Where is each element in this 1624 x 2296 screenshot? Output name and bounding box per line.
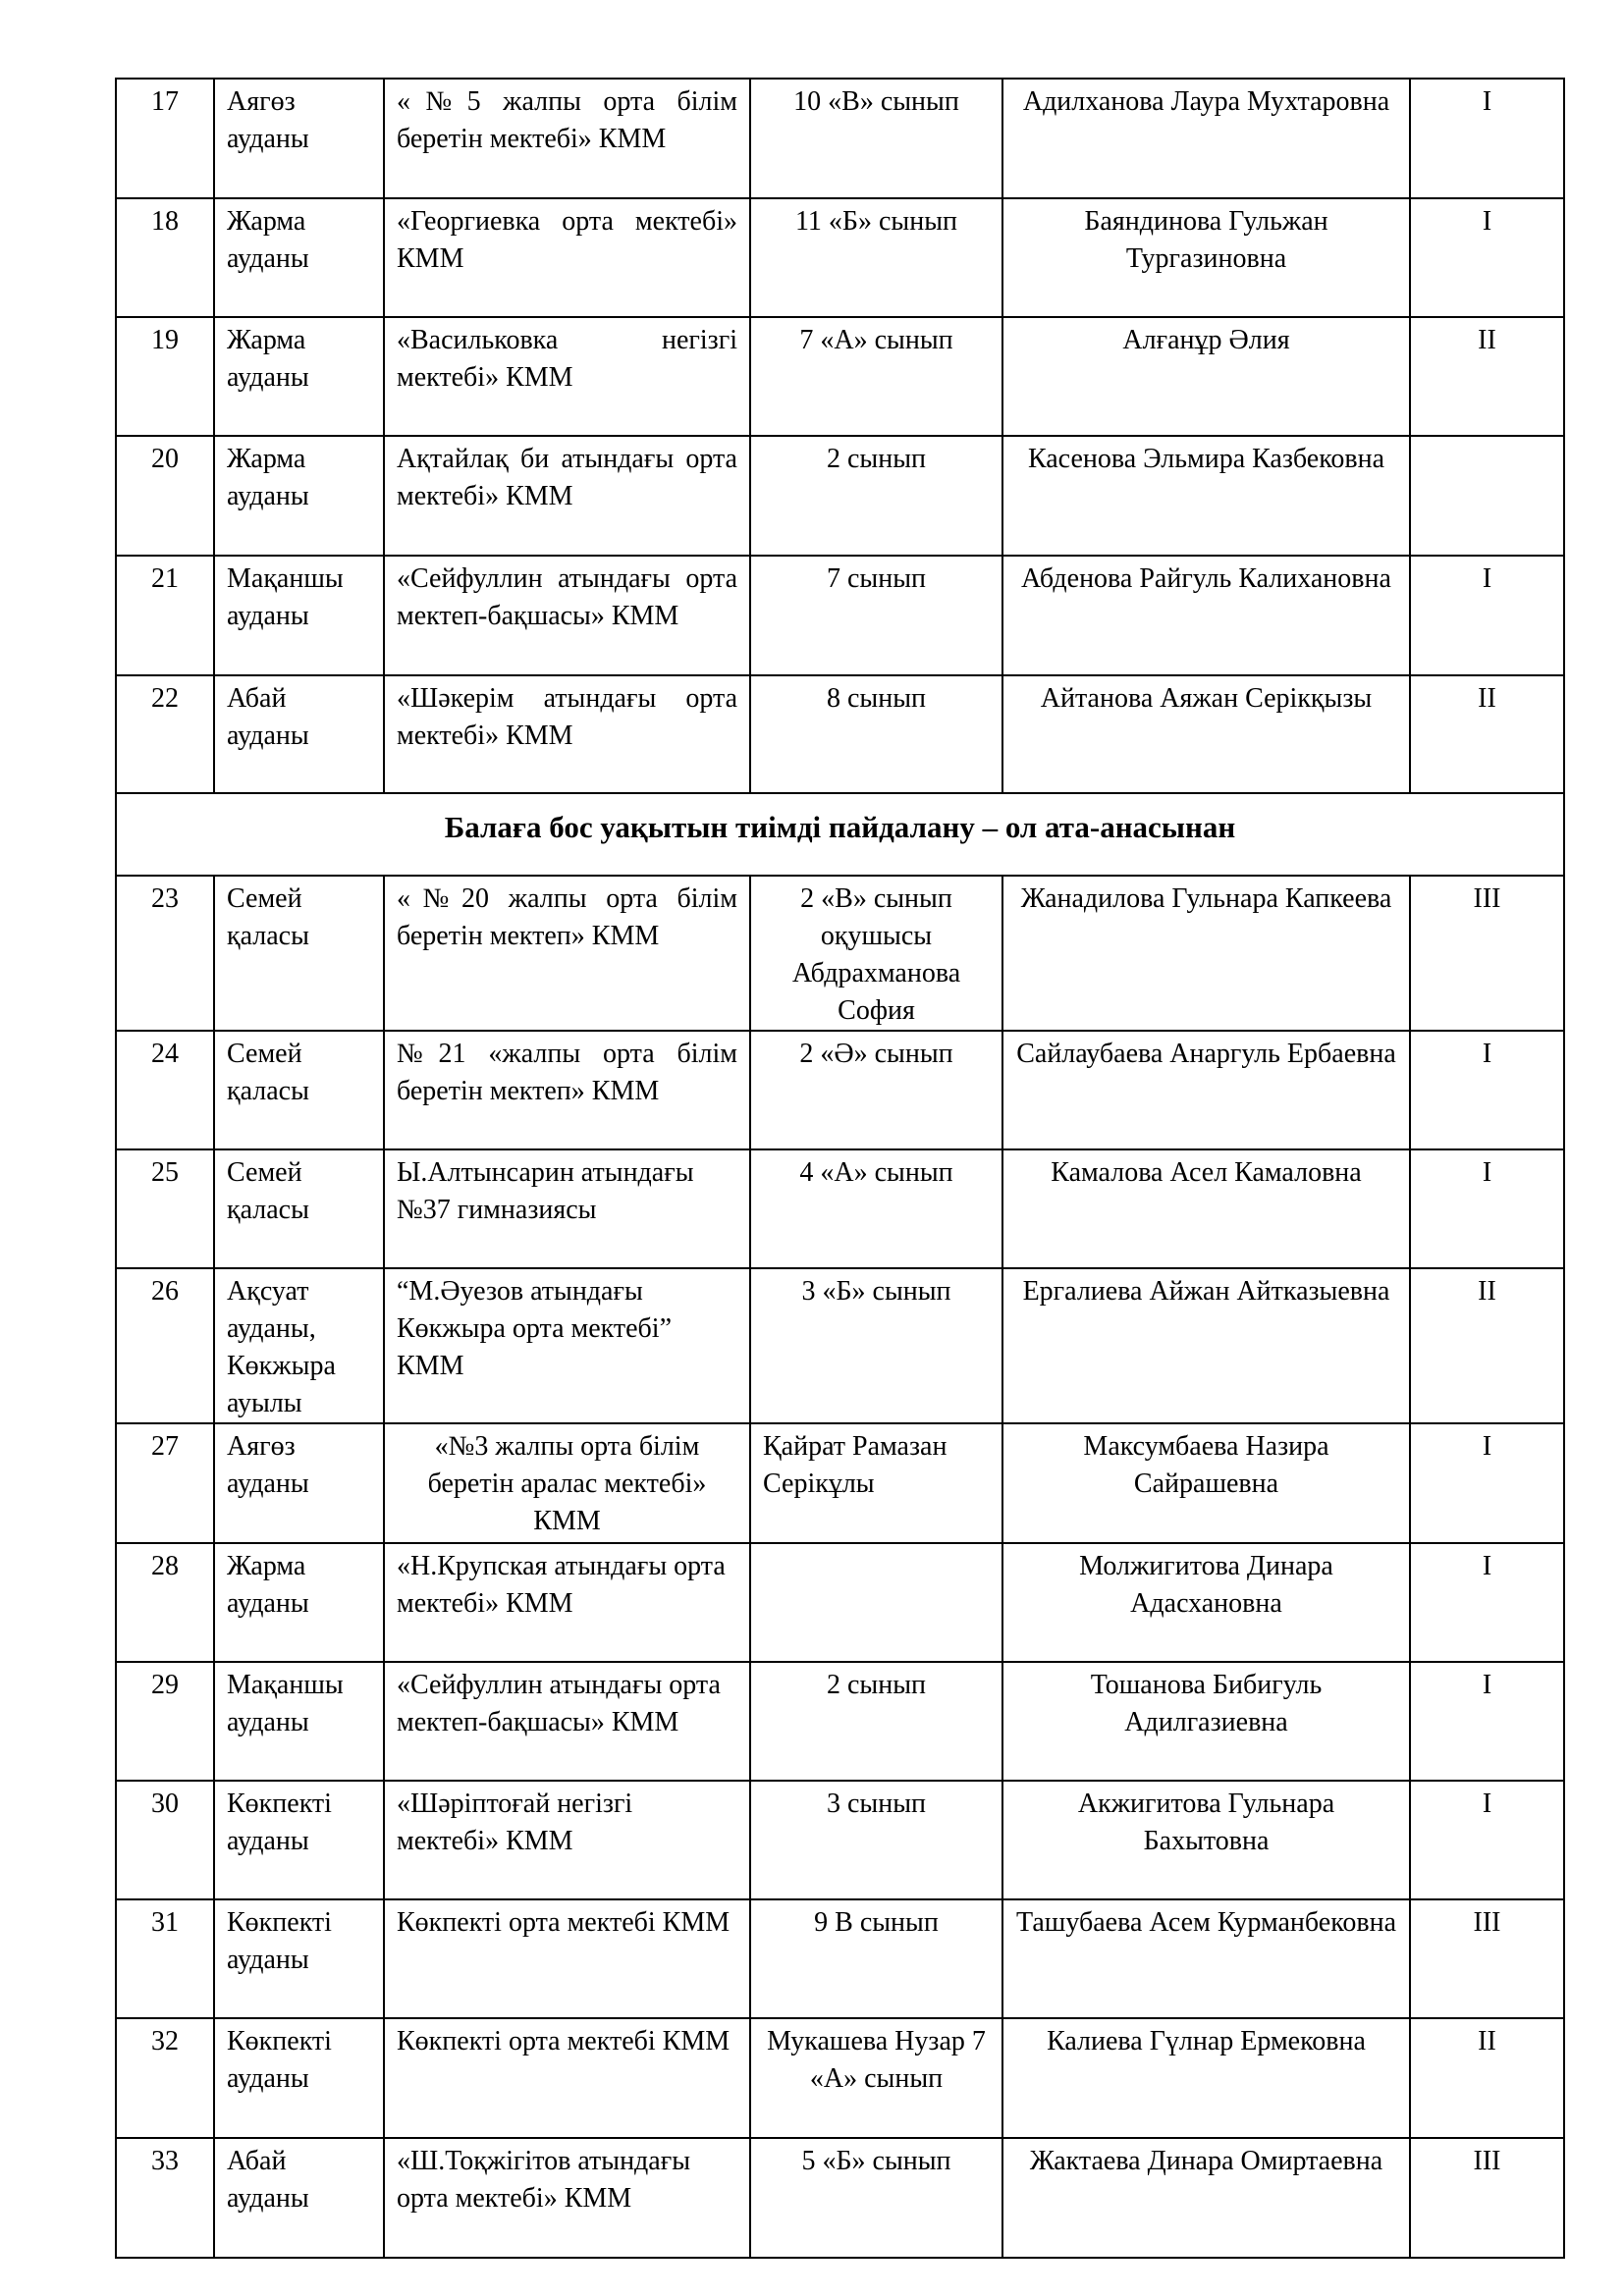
district-cell: Жарма ауданы: [214, 198, 384, 317]
table-row: [116, 1662, 1564, 1781]
row-number: 19: [116, 317, 214, 436]
person-cell: Абденова Райгуль Калихановна: [1002, 556, 1410, 675]
person-cell: Тошанова Бибигуль Адилгазиевна: [1002, 1662, 1410, 1781]
school-cell: «№3 жалпы орта білім беретін аралас мектебі» КММ: [384, 1423, 750, 1543]
place-cell: [1410, 436, 1564, 556]
table-row: [116, 1781, 1564, 1899]
person-cell: Калиева Гүлнар Ермековна: [1002, 2018, 1410, 2138]
school-cell: “М.Әуезов атындағы Көкжыра орта мектебі” КММ: [384, 1268, 750, 1423]
row-number: 17: [116, 79, 214, 198]
district-cell: Аягөз ауданы: [214, 79, 384, 198]
row-number: 23: [116, 876, 214, 1031]
person-cell: Айтанова Аяжан Серікқызы: [1002, 675, 1410, 793]
row-number: 26: [116, 1268, 214, 1423]
district-cell: Аягөз ауданы: [214, 1423, 384, 1543]
section-heading-row: [116, 793, 1564, 876]
place-cell: I: [1410, 1031, 1564, 1149]
place-cell: I: [1410, 1543, 1564, 1662]
person-cell: Алғанұр Әлия: [1002, 317, 1410, 436]
table-row: [116, 198, 1564, 317]
place-cell: I: [1410, 1781, 1564, 1899]
class-cell: 3 сынып: [750, 1781, 1002, 1899]
school-cell: Ы.Алтынсарин атындағы №37 гимназиясы: [384, 1149, 750, 1268]
district-cell: Семей қаласы: [214, 1031, 384, 1149]
district-cell: Көкпекті ауданы: [214, 1781, 384, 1899]
row-number: 25: [116, 1149, 214, 1268]
table-row: [116, 2138, 1564, 2258]
district-cell: Мақаншы ауданы: [214, 556, 384, 675]
person-cell: Максумбаева Назира Сайрашевна: [1002, 1423, 1410, 1543]
row-number: 18: [116, 198, 214, 317]
table-row: [116, 1268, 1564, 1423]
class-cell: 10 «В» сынып: [750, 79, 1002, 198]
school-cell: Ақтайлақ би атындағы орта мектебі» КММ: [384, 436, 750, 556]
class-cell: 2 «Ә» сынып: [750, 1031, 1002, 1149]
place-cell: I: [1410, 1149, 1564, 1268]
class-cell: 7 сынып: [750, 556, 1002, 675]
results-table-body: [116, 79, 1564, 2258]
school-cell: «Шәріптоғай негізгі мектебі» КММ: [384, 1781, 750, 1899]
person-cell: Сайлаубаева Анаргуль Ербаевна: [1002, 1031, 1410, 1149]
place-cell: II: [1410, 2018, 1564, 2138]
district-cell: Абай ауданы: [214, 2138, 384, 2258]
row-number: 27: [116, 1423, 214, 1543]
district-cell: Мақаншы ауданы: [214, 1662, 384, 1781]
table-row: [116, 317, 1564, 436]
table-row: [116, 436, 1564, 556]
district-cell: Жарма ауданы: [214, 1543, 384, 1662]
class-cell: [750, 1543, 1002, 1662]
district-cell: Көкпекті ауданы: [214, 2018, 384, 2138]
person-cell: Молжигитова Динара Адасхановна: [1002, 1543, 1410, 1662]
school-cell: «Сейфуллин атындағы орта мектеп-бақшасы» КММ: [384, 1662, 750, 1781]
table-row: [116, 1423, 1564, 1543]
row-number: 29: [116, 1662, 214, 1781]
school-cell: «Н.Крупская атындағы орта мектебі» КММ: [384, 1543, 750, 1662]
district-cell: Семей қаласы: [214, 876, 384, 1031]
district-cell: Жарма ауданы: [214, 436, 384, 556]
table-row: [116, 675, 1564, 793]
place-cell: III: [1410, 2138, 1564, 2258]
place-cell: I: [1410, 556, 1564, 675]
place-cell: III: [1410, 876, 1564, 1031]
row-number: 21: [116, 556, 214, 675]
class-cell: 2 сынып: [750, 1662, 1002, 1781]
row-number: 32: [116, 2018, 214, 2138]
school-cell: «Георгиевка орта мектебі» КММ: [384, 198, 750, 317]
place-cell: I: [1410, 198, 1564, 317]
place-cell: I: [1410, 79, 1564, 198]
school-cell: «№20 жалпы орта білім беретін мектеп» КММ: [384, 876, 750, 1031]
class-cell: 8 сынып: [750, 675, 1002, 793]
place-cell: I: [1410, 1423, 1564, 1543]
person-cell: Жактаева Динара Омиртаевна: [1002, 2138, 1410, 2258]
table-row: [116, 1149, 1564, 1268]
person-cell: Баяндинова Гульжан Тургазиновна: [1002, 198, 1410, 317]
place-cell: I: [1410, 1662, 1564, 1781]
person-cell: Акжигитова Гульнара Бахытовна: [1002, 1781, 1410, 1899]
class-cell: 11 «Б» сынып: [750, 198, 1002, 317]
table-row: [116, 2018, 1564, 2138]
person-cell: Камалова Асел Камаловна: [1002, 1149, 1410, 1268]
table-row: [116, 1543, 1564, 1662]
district-cell: Абай ауданы: [214, 675, 384, 793]
school-cell: Көкпекті орта мектебі КММ: [384, 1899, 750, 2018]
table-row: [116, 876, 1564, 1031]
school-cell: «№5 жалпы орта білім беретін мектебі» КММ: [384, 79, 750, 198]
person-cell: Адилханова Лаура Мухтаровна: [1002, 79, 1410, 198]
results-table: [115, 78, 1565, 2259]
place-cell: II: [1410, 675, 1564, 793]
class-cell: 9 В сынып: [750, 1899, 1002, 2018]
school-cell: «Ш.Тоқжігітов атындағы орта мектебі» КММ: [384, 2138, 750, 2258]
class-cell: 5 «Б» сынып: [750, 2138, 1002, 2258]
row-number: 28: [116, 1543, 214, 1662]
school-cell: «Васильковка негізгі мектебі» КММ: [384, 317, 750, 436]
class-cell: 2 сынып: [750, 436, 1002, 556]
class-cell: Қайрат Рамазан Серікұлы: [750, 1423, 1002, 1543]
class-cell: 2 «В» сынып оқушысы Абдрахманова София: [750, 876, 1002, 1031]
place-cell: II: [1410, 1268, 1564, 1423]
table-row: [116, 1899, 1564, 2018]
district-cell: Семей қаласы: [214, 1149, 384, 1268]
row-number: 30: [116, 1781, 214, 1899]
class-cell: 7 «А» сынып: [750, 317, 1002, 436]
school-cell: «Сейфуллин атындағы орта мектеп-бақшасы» КММ: [384, 556, 750, 675]
person-cell: Ергалиева Айжан Айтказыевна: [1002, 1268, 1410, 1423]
class-cell: 3 «Б» сынып: [750, 1268, 1002, 1423]
person-cell: Жанадилова Гульнара Капкеева: [1002, 876, 1410, 1031]
table-row: [116, 556, 1564, 675]
person-cell: Касенова Эльмира Казбековна: [1002, 436, 1410, 556]
class-cell: Мукашева Нузар 7 «А» сынып: [750, 2018, 1002, 2138]
person-cell: Ташубаева Асем Курманбековна: [1002, 1899, 1410, 2018]
row-number: 24: [116, 1031, 214, 1149]
place-cell: II: [1410, 317, 1564, 436]
school-cell: Көкпекті орта мектебі КММ: [384, 2018, 750, 2138]
school-cell: №21 «жалпы орта білім беретін мектеп» КММ: [384, 1031, 750, 1149]
row-number: 20: [116, 436, 214, 556]
row-number: 33: [116, 2138, 214, 2258]
class-cell: 4 «А» сынып: [750, 1149, 1002, 1268]
table-row: [116, 79, 1564, 198]
district-cell: Ақсуат ауданы, Көкжыра ауылы: [214, 1268, 384, 1423]
place-cell: III: [1410, 1899, 1564, 2018]
section-heading: Балаға бос уақытын тиімді пайдалану – ол ата-анасынан: [116, 793, 1564, 876]
table-row: [116, 1031, 1564, 1149]
school-cell: «Шәкерім атындағы орта мектебі» КММ: [384, 675, 750, 793]
district-cell: Көкпекті ауданы: [214, 1899, 384, 2018]
district-cell: Жарма ауданы: [214, 317, 384, 436]
row-number: 22: [116, 675, 214, 793]
row-number: 31: [116, 1899, 214, 2018]
